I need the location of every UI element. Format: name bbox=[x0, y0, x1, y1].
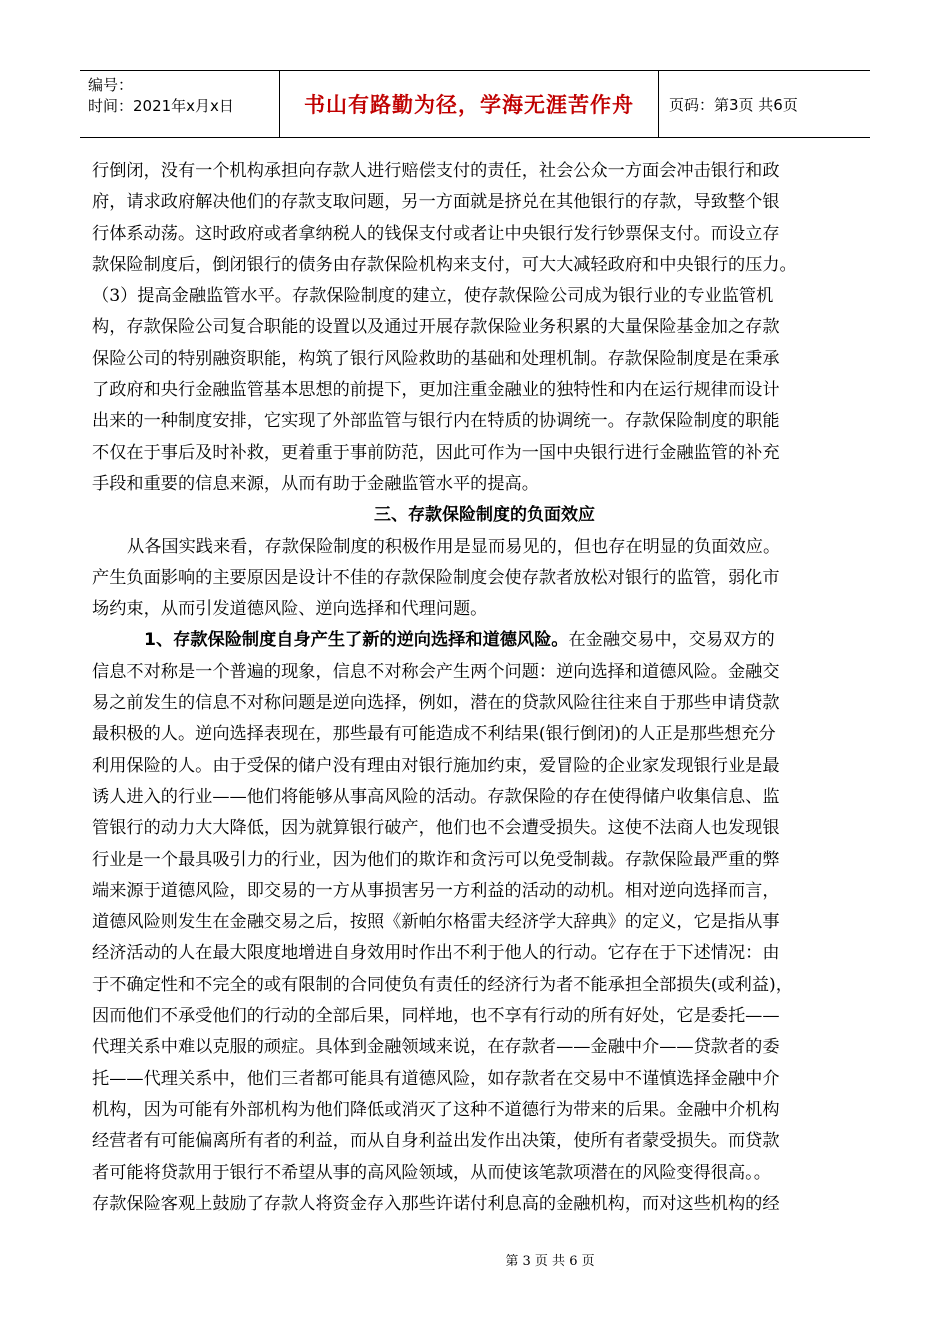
text-line: 行倒闭，没有一个机构承担向存款人进行赔偿支付的责任，社会公众一方面会冲击银行和政 bbox=[92, 161, 780, 181]
section-heading: 三、存款保险制度的负面效应 bbox=[374, 505, 595, 526]
text-line: 利用保险的人。由于受保的储户没有理由对银行施加约束，爱冒险的企业家发现银行业是最 bbox=[92, 755, 780, 776]
text-line: 构，存款保险公司复合职能的设置以及通过开展存款保险业务积累的大量保险基金加之存款 bbox=[92, 317, 780, 338]
header-date: 时间：2021年x月x日 bbox=[88, 97, 234, 115]
page-footer: 第 3 页 共 6 页 bbox=[505, 1254, 595, 1269]
header-motto: 书山有路勤为径，学海无涯苦作舟 bbox=[280, 71, 659, 137]
text-span: 在金融交易中，交易双方的 bbox=[568, 630, 775, 651]
text-line: 从各国实践来看，存款保险制度的积极作用是显而易见的，但也存在明显的负面效应。 bbox=[127, 536, 781, 557]
document-body bbox=[92, 156, 877, 1220]
text-line: 端来源于道德风险，即交易的一方从事损害另一方利益的活动的动机。相对逆向选择而言， bbox=[92, 880, 780, 901]
text-line: 因而他们不承受他们的行动的全部后果，同样地，也不享有行动的所有好处，它是委托—— bbox=[92, 1006, 780, 1027]
text-line: 款保险制度后，倒闭银行的债务由存款保险机构来支付，可大大减轻政府和中央银行的压力。 bbox=[92, 254, 797, 275]
text-line: 经营者有可能偏离所有者的利益，而从自身利益出发作出决策，使所有者蒙受损失。而贷款 bbox=[92, 1131, 780, 1152]
text-line: 手段和重要的信息来源，从而有助于金融监管水平的提高。 bbox=[92, 473, 539, 494]
text-line: 行业是一个最具吸引力的行业，因为他们的欺诈和贪污可以免受制裁。存款保险最严重的弊 bbox=[92, 849, 780, 870]
text-line: 管银行的动力大大降低，因为就算银行破产，他们也不会遭受损失。这使不法商人也发现银 bbox=[92, 818, 780, 839]
text-line: 道德风险则发生在金融交易之后，按照《新帕尔格雷夫经济学大辞典》的定义，它是指从事 bbox=[92, 912, 780, 933]
text-line: （3）提高金融监管水平。存款保险制度的建立，使存款保险公司成为银行业的专业监管机 bbox=[92, 286, 774, 307]
text-line: 存款保险客观上鼓励了存款人将资金存入那些许诺付利息高的金融机构，而对这些机构的经 bbox=[92, 1193, 780, 1214]
text-line: 保险公司的特别融资职能，构筑了银行风险救助的基础和处理机制。存款保险制度是在秉承 bbox=[92, 348, 780, 369]
text-line: 者可能将贷款用于银行不希望从事的高风险领域，从而使该笔款项潜在的风险变得很高。。 bbox=[92, 1162, 771, 1183]
header-meta bbox=[80, 71, 280, 137]
text-line: 了政府和央行金融监管基本思想的前提下，更加注重金融业的独特性和内在运行规律而设计 bbox=[92, 380, 780, 401]
text-line: 经济活动的人在最大限度地增进自身效用时作出不利于他人的行动。它存在于下述情况：由 bbox=[92, 943, 780, 964]
text-line: 不仅在于事后及时补救，更着重于事前防范，因此可作为一国中央银行进行金融监管的补充 bbox=[92, 442, 780, 463]
text-line: 出来的一种制度安排，它实现了外部监管与银行内在特质的协调统一。存款保险制度的职能 bbox=[92, 411, 780, 432]
text-line: 场约束，从而引发道德风险、逆向选择和代理问题。 bbox=[92, 599, 488, 620]
text-line: 府，请求政府解决他们的存款支取问题，另一方面就是挤兑在其他银行的存款，导致整个银 bbox=[92, 192, 780, 213]
text-line: 易之前发生的信息不对称问题是逆向选择，例如，潜在的贷款风险往往来自于那些申请贷款 bbox=[92, 693, 780, 714]
subsection-heading: 1、存款保险制度自身产生了新的逆向选择和道德风险。 bbox=[144, 630, 569, 651]
text-line: 机构，因为可能有外部机构为他们降低或消灭了这种不道德行为带来的后果。金融中介机构 bbox=[92, 1099, 780, 1120]
text-line: 诱人进入的行业——他们将能够从事高风险的活动。存款保险的存在使得储户收集信息、监 bbox=[92, 786, 780, 807]
subsection-line bbox=[92, 625, 877, 656]
page-header bbox=[80, 70, 870, 138]
text-line: 于不确定性和不完全的或有限制的合同使负有责任的经济行为者不能承担全部损失(或利益)， bbox=[92, 974, 793, 995]
text-line: 托——代理关系中，他们三者都可能具有道德风险，如存款者在交易中不谨慎选择金融中介 bbox=[92, 1068, 780, 1089]
text-line: 最积极的人。逆向选择表现在，那些最有可能造成不利结果(银行倒闭)的人正是那些想充分 bbox=[92, 724, 776, 745]
text-line: 信息不对称是一个普遍的现象，信息不对称会产生两个问题：逆向选择和道德风险。金融交 bbox=[92, 661, 780, 682]
header-page-number: 页码：第3页 共6页 bbox=[669, 95, 798, 114]
text-line: 代理关系中难以克服的顽症。具体到金融领域来说，在存款者——金融中介——贷款者的委 bbox=[92, 1037, 780, 1058]
text-line: 行体系动荡。这时政府或者拿纳税人的钱保支付或者让中央银行发行钞票保支付。而设立存 bbox=[92, 223, 780, 244]
text-line: 产生负面影响的主要原因是设计不佳的存款保险制度会使存款者放松对银行的监管，弱化市 bbox=[92, 567, 780, 588]
header-number: 编号： bbox=[88, 76, 134, 94]
